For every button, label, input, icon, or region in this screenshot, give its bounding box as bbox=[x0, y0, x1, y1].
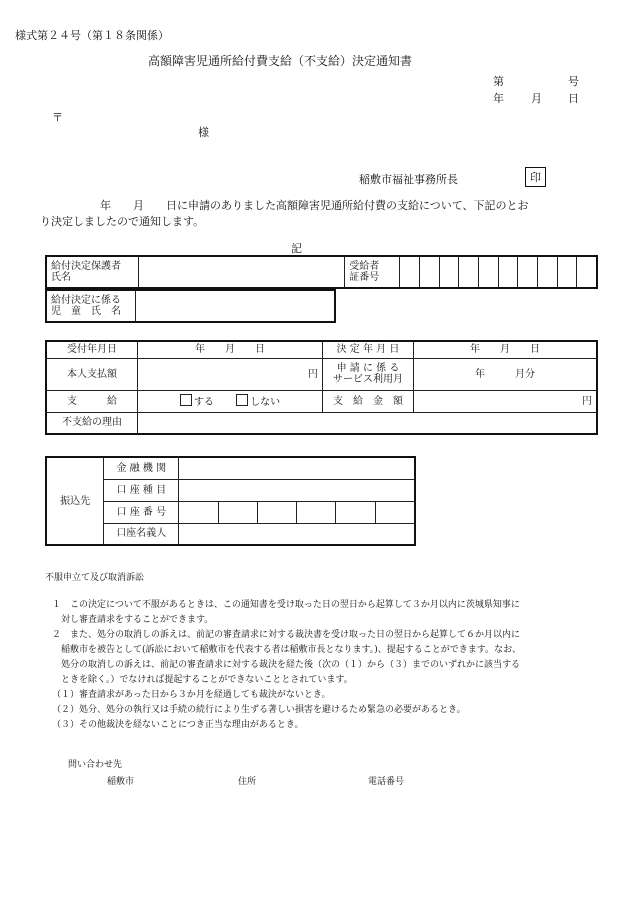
account-type-cell[interactable] bbox=[179, 479, 415, 501]
guardian-name-cell[interactable] bbox=[139, 256, 345, 288]
child-name-label: 給付決定に係る 児 童 氏 名 bbox=[46, 290, 135, 322]
option-pay-label: する bbox=[193, 397, 214, 408]
account-digit[interactable] bbox=[336, 501, 375, 523]
document-title: 高額障害児通所給付費支給（不支給）決定通知書 bbox=[148, 54, 413, 68]
account-type-label: 口 座 種 目 bbox=[104, 479, 179, 501]
appeal-title: 不服申立て及び取消訴訟 bbox=[45, 573, 145, 583]
recipient-digit[interactable] bbox=[537, 256, 557, 288]
appeal-line: （１）審査請求があった日から３か月を経過しても裁決がないとき。 bbox=[52, 690, 331, 700]
bank-cell[interactable] bbox=[179, 457, 415, 479]
recipient-digit[interactable] bbox=[557, 256, 577, 288]
appeal-line: 対し審査請求をすることができます。 bbox=[52, 615, 214, 625]
appeal-text bbox=[52, 598, 521, 733]
account-no-label: 口 座 番 号 bbox=[104, 501, 179, 523]
recipient-digit[interactable] bbox=[419, 256, 439, 288]
appeal-line: （３）その他裁決を経ないことにつき正当な理由があるとき。 bbox=[52, 720, 304, 730]
doc-no-suffix: 号 bbox=[568, 75, 579, 88]
body-line-2: り決定しましたので通知します。 bbox=[40, 215, 205, 228]
decision-date-value: 年 月 日 bbox=[413, 341, 597, 358]
recipient-digit[interactable] bbox=[518, 256, 538, 288]
postal-mark: 〒 bbox=[52, 111, 63, 124]
issue-year-label: 年 bbox=[493, 92, 504, 105]
child-table bbox=[45, 289, 336, 323]
appeal-line: １ この決定について不服があるときは、この通知書を受け取った日の翌日から起算して３か月以内に茨城県知事に bbox=[52, 600, 520, 610]
transfer-label: 振込先 bbox=[46, 457, 104, 545]
body-line-1: 年 月 日に申請のありました高額障害児通所給付費の支給について、下記のとお bbox=[100, 199, 529, 212]
checkbox-pay[interactable] bbox=[180, 394, 192, 406]
child-name-cell[interactable] bbox=[135, 290, 335, 322]
reason-cell[interactable] bbox=[137, 412, 597, 434]
payment-label: 支 給 bbox=[46, 390, 137, 412]
account-digit[interactable] bbox=[375, 501, 415, 523]
contact-title: 問い合わせ先 bbox=[68, 760, 123, 770]
recipient-digit[interactable] bbox=[459, 256, 479, 288]
account-digit[interactable] bbox=[257, 501, 296, 523]
issue-month-label: 月 bbox=[531, 92, 542, 105]
sender-name: 稲敷市福祉事務所長 bbox=[359, 173, 458, 186]
bank-table bbox=[45, 456, 416, 546]
self-pay-label: 本人支払額 bbox=[46, 358, 137, 390]
decision-date-label: 決 定 年 月 日 bbox=[323, 341, 414, 358]
seal-stamp: 印 bbox=[525, 167, 546, 187]
guardian-name-label: 給付決定保護者 氏名 bbox=[46, 256, 139, 288]
self-pay-value[interactable]: 円 bbox=[137, 358, 322, 390]
bank-label: 金 融 機 関 bbox=[104, 457, 179, 479]
appeal-line: 処分の取消しの訴えは、前記の審査請求に対する裁決を経た後（次の（１）から（３）までのいずれかに該当する bbox=[52, 660, 521, 670]
recipient-no-label: 受給者 証番号 bbox=[345, 256, 400, 288]
payment-options bbox=[137, 390, 322, 412]
doc-no-label: 第 bbox=[493, 75, 504, 88]
appeal-line: ときを除く。）でなければ提起することができないこととされています。 bbox=[52, 675, 353, 685]
recipient-table bbox=[45, 255, 598, 289]
service-month-value: 年 月分 bbox=[413, 358, 597, 390]
recipient-digit[interactable] bbox=[498, 256, 518, 288]
holder-cell[interactable] bbox=[179, 523, 415, 545]
ki-heading: 記 bbox=[291, 242, 302, 255]
received-date-value: 年 月 日 bbox=[137, 341, 322, 358]
account-digit[interactable] bbox=[297, 501, 336, 523]
decision-table bbox=[45, 340, 598, 435]
recipient-digit[interactable] bbox=[478, 256, 498, 288]
recipient-digit[interactable] bbox=[439, 256, 459, 288]
recipient-digit[interactable] bbox=[577, 256, 597, 288]
appeal-line: （２）処分、処分の執行又は手続の続行により生ずる著しい損害を避けるため緊急の必要があるとき。 bbox=[52, 705, 466, 715]
account-digit[interactable] bbox=[218, 501, 257, 523]
checkbox-no-pay[interactable] bbox=[236, 394, 248, 406]
amount-value[interactable]: 円 bbox=[413, 390, 597, 412]
appeal-line: 稲敷市を被告として(訴訟において稲敷市を代表する者は稲敷市長となります。)、提起することができます。なお、 bbox=[52, 645, 522, 655]
account-digit[interactable] bbox=[179, 501, 218, 523]
received-date-label: 受付年月日 bbox=[46, 341, 137, 358]
amount-label: 支 給 金 額 bbox=[323, 390, 414, 412]
recipient-digit[interactable] bbox=[400, 256, 420, 288]
service-month-label: 申 請 に 係 る サービス利用月 bbox=[323, 358, 414, 390]
contact-phone: 電話番号 bbox=[368, 777, 405, 787]
contact-city: 稲敷市 bbox=[107, 777, 135, 787]
addressee-sama: 様 bbox=[198, 126, 209, 139]
reason-label: 不支給の理由 bbox=[46, 412, 137, 434]
issue-day-label: 日 bbox=[568, 92, 579, 105]
form-number: 様式第２４号（第１８条関係） bbox=[15, 29, 169, 42]
holder-label: 口座名義人 bbox=[104, 523, 179, 545]
appeal-line: ２ また、処分の取消しの訴えは、前記の審査請求に対する裁決書を受け取った日の翌日から起算して６か月以内に bbox=[52, 630, 521, 640]
option-no-pay-label: しない bbox=[250, 397, 281, 408]
contact-address: 住所 bbox=[238, 777, 257, 787]
